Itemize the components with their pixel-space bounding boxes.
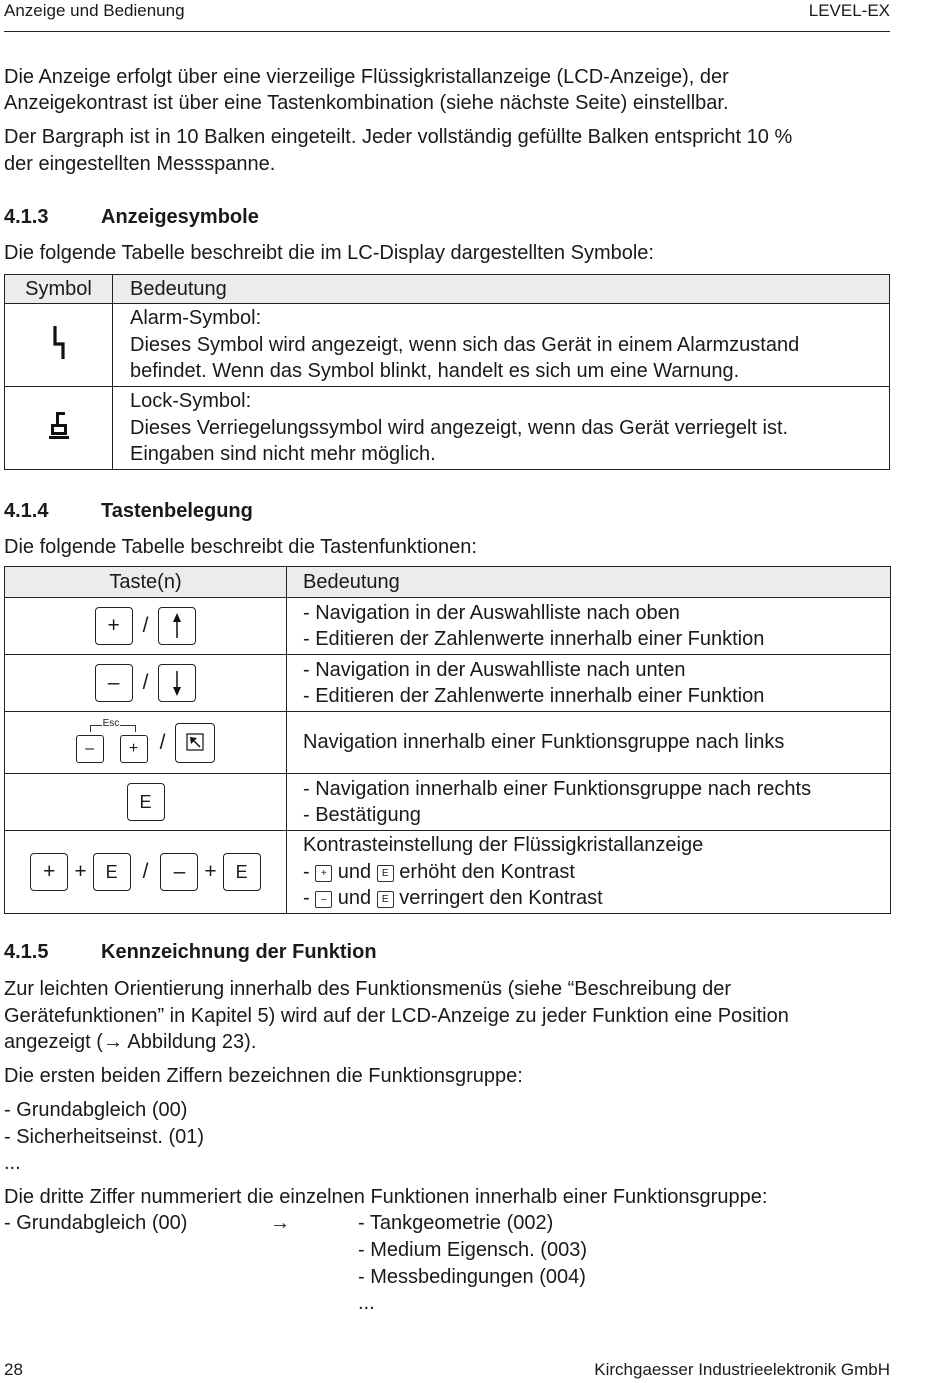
keys-cell-contrast bbox=[5, 831, 287, 914]
keys-table bbox=[4, 566, 891, 914]
column-header-meaning: Bedeutung bbox=[113, 275, 890, 304]
down-arrow-key bbox=[158, 664, 196, 702]
slash-separator: / bbox=[159, 730, 166, 754]
list-item: - Medium Eigensch. (003) bbox=[358, 1239, 587, 1261]
meaning-line: - Editieren der Zahlenwerte innerhalb einer Funktion bbox=[303, 685, 765, 707]
meaning-line: - Navigation innerhalb einer Funktionsgruppe nach rechts bbox=[303, 777, 812, 800]
page-header bbox=[4, 0, 890, 32]
table-row bbox=[5, 774, 891, 831]
intro-line: Die Anzeige erfolgt über eine vierzeilige Flüssigkristallanzeige (LCD-Anzeige), der bbox=[4, 66, 729, 88]
contrast-decrease-line: - – und E verringert den Kontrast bbox=[303, 887, 603, 910]
minus-key: – bbox=[95, 664, 133, 702]
plus-key: + bbox=[120, 735, 148, 763]
section-heading-4-1-3 bbox=[4, 206, 259, 229]
arrow-right-icon: → bbox=[270, 1212, 290, 1234]
lock-symbol-description bbox=[113, 387, 890, 470]
meaning-line: - Editieren der Zahlenwerte innerhalb einer Funktion bbox=[303, 628, 765, 650]
meaning-line: Navigation innerhalb einer Funktionsgruppe nach links bbox=[303, 731, 785, 754]
key-meaning bbox=[287, 598, 891, 655]
escape-key bbox=[175, 723, 215, 763]
section-number: 4.1.5 bbox=[4, 941, 49, 963]
page-number: 28 bbox=[4, 1360, 23, 1379]
section-title: Anzeigesymbole bbox=[101, 206, 259, 228]
keys-cell-enter bbox=[5, 774, 287, 831]
description-line: befindet. Wenn das Symbol blinkt, handelt es sich um eine Warnung. bbox=[130, 360, 740, 383]
list-ellipsis: ... bbox=[4, 1152, 21, 1174]
column-header-symbol: Symbol bbox=[5, 275, 113, 304]
paragraph-line: Gerätefunktionen” in Kapitel 5) wird auf der LCD-Anzeige zu jeder Funktion eine Position bbox=[4, 1005, 789, 1027]
example-group: - Grundabgleich (00) bbox=[4, 1212, 188, 1234]
section-title: Tastenbelegung bbox=[101, 500, 253, 522]
paragraph-line: Zur leichten Orientierung innerhalb des Funktionsmenüs (siehe “Beschreibung der bbox=[4, 978, 732, 1000]
description-line: Lock-Symbol: bbox=[130, 390, 252, 413]
meaning-line: - Navigation in der Auswahlliste nach unten bbox=[303, 658, 686, 681]
intro-line: Der Bargraph ist in 10 Balken eingeteilt. Jeder vollständig gefüllte Balken entspricht 10 % bbox=[4, 126, 793, 148]
description-line: Alarm-Symbol: bbox=[130, 307, 262, 330]
description-line: Dieses Verriegelungssymbol wird angezeigt, wenn das Gerät verriegelt ist. bbox=[130, 416, 789, 439]
keys-table-lead: Die folgende Tabelle beschreibt die Tastenfunktionen: bbox=[4, 536, 477, 558]
alarm-symbol-description bbox=[113, 304, 890, 387]
footer-company: Kirchgaesser Industrieelektronik GmbH bbox=[594, 1360, 890, 1379]
mini-plus-key: + bbox=[315, 865, 332, 882]
table-header-row bbox=[5, 567, 891, 598]
intro-line: der eingestellten Messspanne. bbox=[4, 153, 276, 175]
table-row bbox=[5, 304, 890, 387]
table-row bbox=[5, 831, 891, 914]
description-line: Eingaben sind nicht mehr möglich. bbox=[130, 443, 436, 466]
table-row bbox=[5, 712, 891, 774]
third-digit-lead: Die dritte Ziffer nummeriert die einzelnen Funktionen innerhalb einer Funktionsgruppe: bbox=[4, 1186, 768, 1208]
alarm-icon bbox=[52, 324, 66, 360]
minus-key: – bbox=[160, 853, 198, 891]
key-meaning bbox=[287, 655, 891, 712]
table-header-row bbox=[5, 275, 890, 304]
plus-combinator: + bbox=[204, 860, 217, 883]
keys-cell-up bbox=[5, 598, 287, 655]
plus-key: + bbox=[30, 853, 68, 891]
escape-arrow-icon bbox=[185, 732, 205, 752]
e-key: E bbox=[223, 853, 261, 891]
slash-separator: / bbox=[142, 614, 149, 637]
keys-cell-down bbox=[5, 655, 287, 712]
arrow-up-icon bbox=[171, 612, 183, 640]
section-title: Kennzeichnung der Funktion bbox=[101, 941, 377, 963]
esc-label: Esc bbox=[102, 717, 120, 729]
mini-e-key: E bbox=[377, 865, 394, 882]
plus-key: + bbox=[95, 607, 133, 645]
list-item: - Grundabgleich (00) bbox=[4, 1099, 188, 1121]
list-ellipsis: ... bbox=[358, 1292, 375, 1314]
key-meaning bbox=[287, 774, 891, 831]
paragraph-line: angezeigt (→ Abbildung 23). bbox=[4, 1031, 257, 1053]
mini-minus-key: – bbox=[315, 891, 332, 908]
escape-key-combo bbox=[76, 719, 150, 767]
e-key: E bbox=[127, 783, 165, 821]
section-number: 4.1.4 bbox=[4, 500, 49, 522]
header-section-title: Anzeige und Bedienung bbox=[4, 1, 185, 20]
minus-key: – bbox=[76, 735, 104, 763]
intro-line: Anzeigekontrast ist über eine Tastenkombination (siehe nächste Seite) einstellbar. bbox=[4, 92, 729, 114]
description-line: Dieses Symbol wird angezeigt, wenn sich das Gerät in einem Alarmzustand bbox=[130, 333, 800, 356]
slash-separator: / bbox=[142, 860, 149, 883]
mini-e-key: E bbox=[377, 891, 394, 908]
up-arrow-key bbox=[158, 607, 196, 645]
list-item: - Messbedingungen (004) bbox=[358, 1266, 586, 1288]
lock-symbol-cell bbox=[5, 387, 113, 470]
e-key: E bbox=[93, 853, 131, 891]
table-row bbox=[5, 655, 891, 712]
alarm-symbol-cell bbox=[5, 304, 113, 387]
plus-combinator: + bbox=[74, 860, 87, 883]
meaning-line: - Bestätigung bbox=[303, 804, 421, 826]
list-item: - Sicherheitseinst. (01) bbox=[4, 1126, 205, 1148]
section-heading-4-1-4 bbox=[4, 500, 253, 523]
lock-icon bbox=[48, 410, 70, 440]
symbols-table-lead: Die folgende Tabelle beschreibt die im LC-Display dargestellten Symbole: bbox=[4, 242, 654, 264]
groups-lead: Die ersten beiden Ziffern bezeichnen die Funktionsgruppe: bbox=[4, 1065, 523, 1087]
symbols-table bbox=[4, 274, 890, 470]
list-item: - Tankgeometrie (002) bbox=[358, 1212, 554, 1234]
header-product-name: LEVEL-EX bbox=[808, 1, 890, 20]
arrow-down-icon bbox=[171, 669, 183, 697]
key-meaning bbox=[287, 712, 891, 774]
meaning-line: - Navigation in der Auswahlliste nach oben bbox=[303, 601, 680, 624]
contrast-increase-line: - + und E erhöht den Kontrast bbox=[303, 860, 575, 883]
contrast-meaning bbox=[287, 831, 891, 914]
column-header-meaning: Bedeutung bbox=[287, 567, 891, 598]
table-row bbox=[5, 387, 890, 470]
meaning-line: Kontrasteinstellung der Flüssigkristallanzeige bbox=[303, 834, 704, 857]
column-header-keys: Taste(n) bbox=[5, 567, 287, 598]
slash-separator: / bbox=[142, 671, 149, 694]
keys-cell-escape bbox=[5, 712, 287, 774]
section-number: 4.1.3 bbox=[4, 206, 49, 228]
section-heading-4-1-5 bbox=[4, 941, 377, 964]
table-row bbox=[5, 598, 891, 655]
